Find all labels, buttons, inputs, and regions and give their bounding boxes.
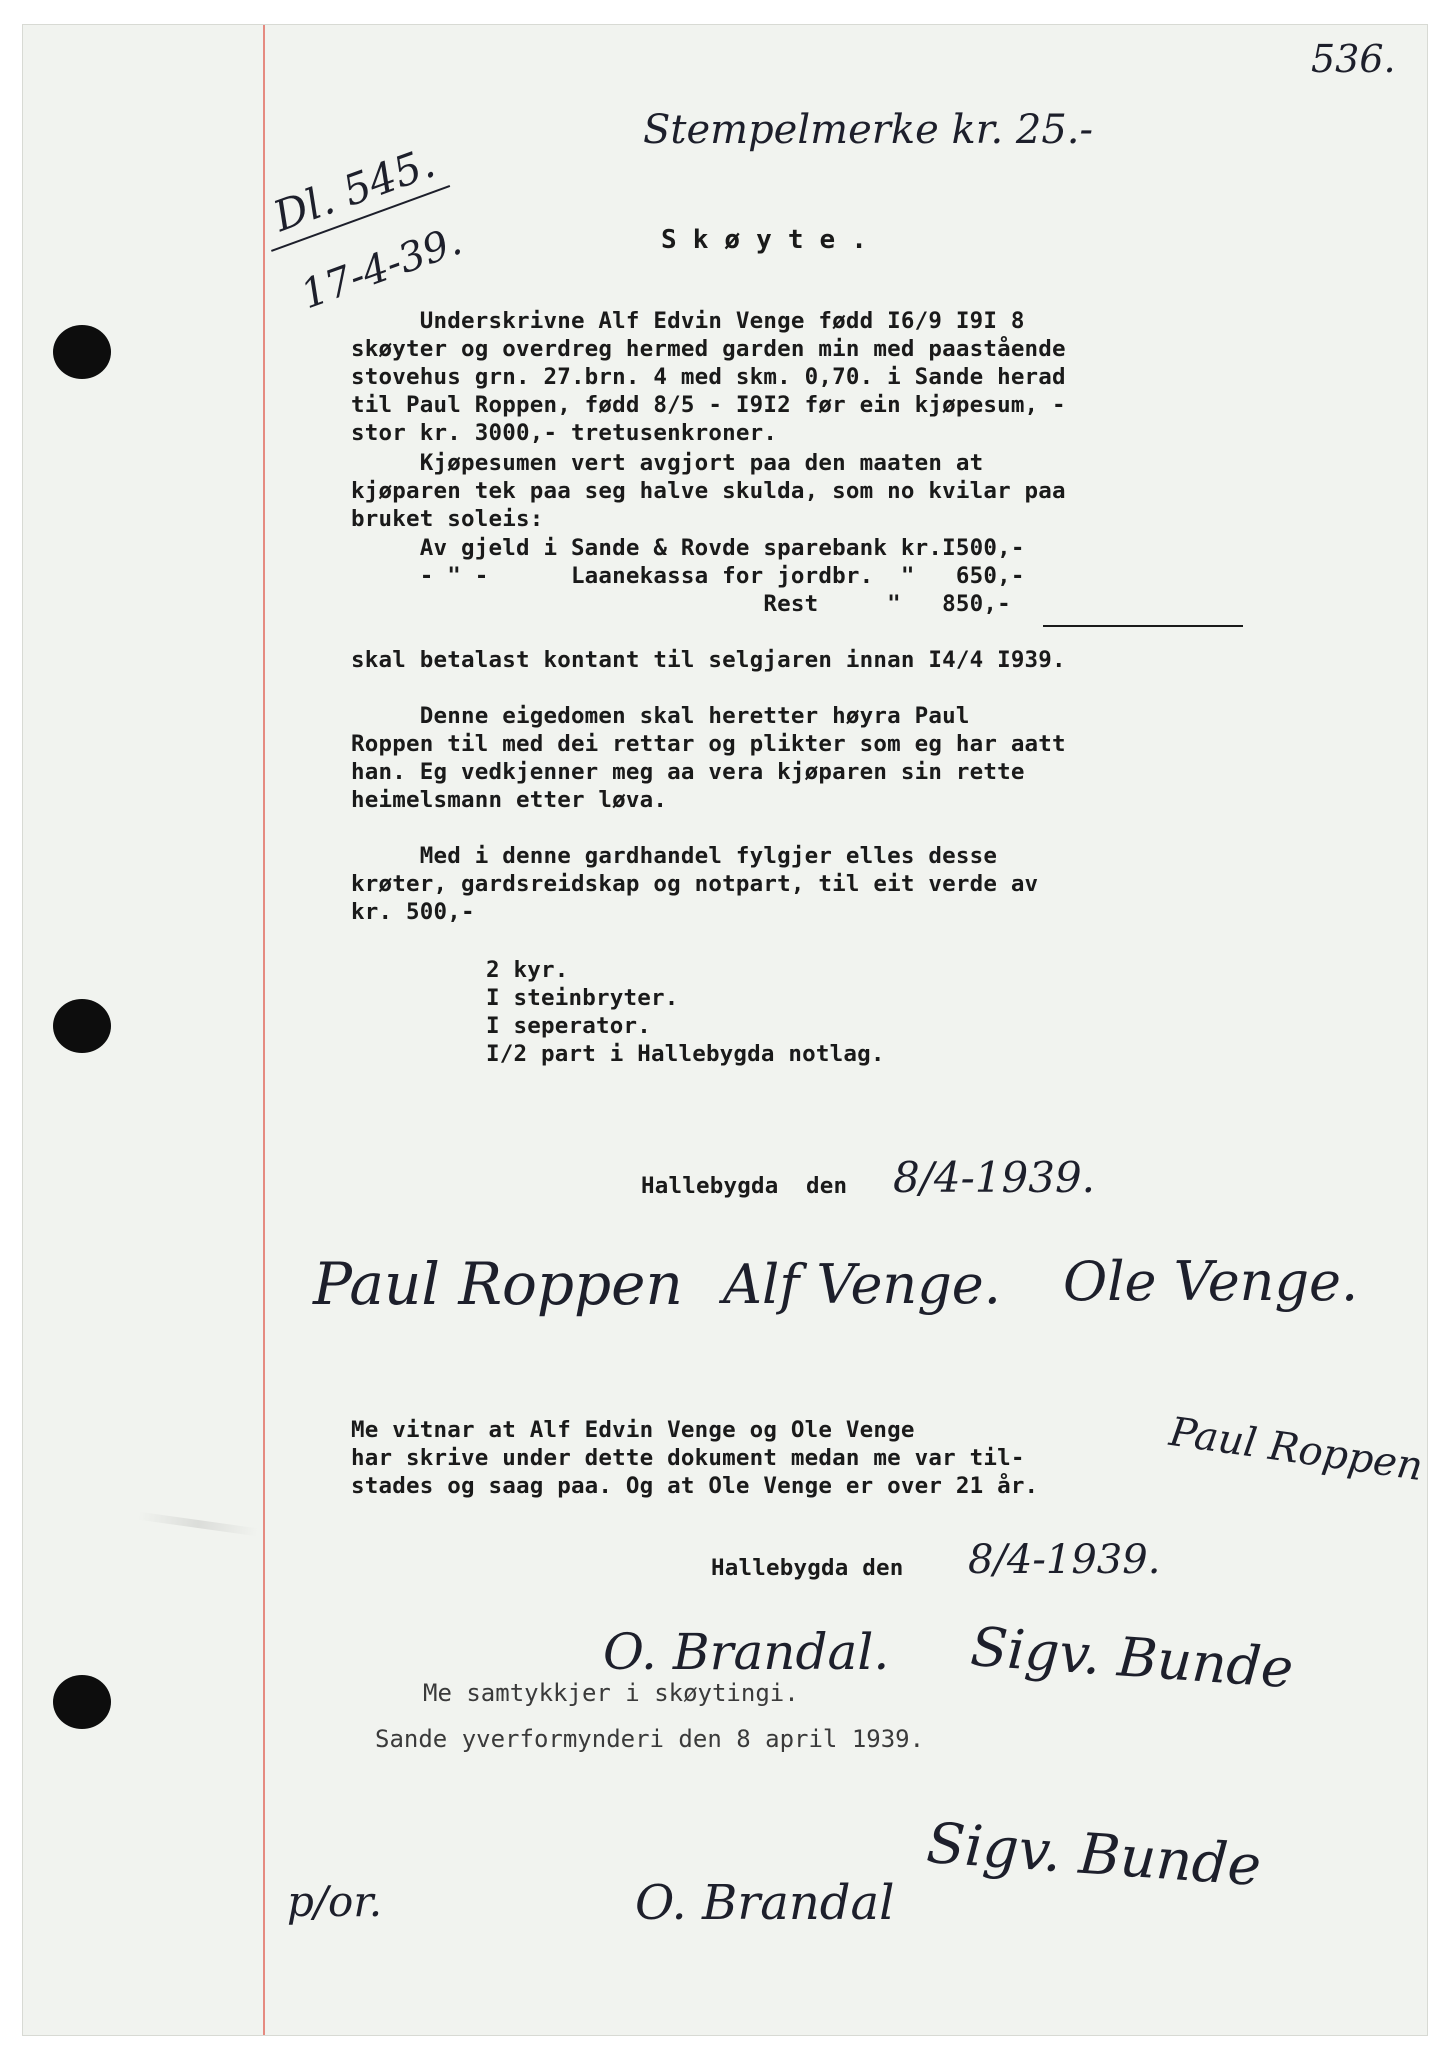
body-line: stor kr. 3000,- tretusenkroner. bbox=[351, 420, 778, 446]
signature-buyer-witness: Paul Roppen bbox=[1166, 1409, 1426, 1491]
body-line: han. Eg vedkjenner meg aa vera kjøparen sin rette bbox=[351, 759, 1025, 785]
item-line: 2 kyr. bbox=[486, 957, 569, 983]
witness-line: stades og saag paa. Og at Ole Venge er over 21 år. bbox=[351, 1473, 1039, 1499]
body-line: Denne eigedomen skal heretter høyra Paul bbox=[351, 703, 970, 729]
margin-note-date: 17-4-39. bbox=[295, 217, 468, 319]
guardian-consent-line: Me samtykkjer i skøytingi. bbox=[423, 1679, 799, 1707]
debt-line: - " - Laanekassa for jordbr. " 650,- bbox=[351, 563, 1025, 589]
body-line: skal betalast kontant til selgjaren innan I4/4 I939. bbox=[351, 647, 1066, 673]
signature-witness-1: O. Brandal. bbox=[603, 1623, 890, 1681]
item-line: I/2 part i Hallebygda notlag. bbox=[486, 1041, 885, 1067]
debt-line: Av gjeld i Sande & Rovde sparebank kr.I500,- bbox=[351, 535, 1025, 561]
document-title: S k ø y t e . bbox=[661, 225, 868, 255]
punch-hole-middle bbox=[53, 999, 111, 1053]
body-line: bruket soleis: bbox=[351, 506, 544, 532]
body-line: Roppen til med dei rettar og plikter som eg har aatt bbox=[351, 731, 1066, 757]
place-date-2: Hallebygda den bbox=[711, 1555, 904, 1581]
document-page bbox=[22, 24, 1428, 2036]
witness-line: Me vitnar at Alf Edvin Venge og Ole Venge bbox=[351, 1417, 915, 1443]
date-1: 8/4-1939. bbox=[893, 1153, 1096, 1202]
signature-buyer: Paul Roppen bbox=[313, 1250, 683, 1318]
witness-line: har skrive under dette dokument medan me var til- bbox=[351, 1445, 1025, 1471]
body-line: krøter, gardsreidskap og notpart, til eit verde av bbox=[351, 871, 1039, 897]
stamp-fee-note: Stempelmerke kr. 25.- bbox=[643, 107, 1094, 153]
body-line: kjøparen tek paa seg halve skulda, som no kvilar paa bbox=[351, 478, 1066, 504]
punch-hole-bottom bbox=[53, 1675, 111, 1729]
signature-co-seller: Ole Venge. bbox=[1063, 1250, 1359, 1313]
debt-line: Rest " 850,- bbox=[351, 591, 1011, 617]
body-line: kr. 500,- bbox=[351, 899, 475, 925]
per-procura-mark: p/or. bbox=[287, 1877, 383, 1926]
body-line: skøyter og overdreg hermed garden min med paastående bbox=[351, 336, 1066, 362]
body-line: Med i denne gardhandel fylgjer elles desse bbox=[351, 843, 998, 869]
signature-guardian-2: Sigv. Bunde bbox=[924, 1811, 1264, 1900]
signature-witness-2: Sigv. Bunde bbox=[968, 1615, 1296, 1701]
body-line: heimelsmann etter løva. bbox=[351, 787, 668, 813]
body-line: stovehus grn. 27.brn. 4 med skm. 0,70. i Sande herad bbox=[351, 364, 1066, 390]
place-date-1: Hallebygda den bbox=[641, 1173, 848, 1199]
signature-seller: Alf Venge. bbox=[723, 1253, 1001, 1316]
page-number: 536. bbox=[1311, 37, 1396, 81]
body-line: Underskrivne Alf Edvin Venge fødd I6/9 I9I 8 bbox=[351, 308, 1025, 334]
body-line: Kjøpesumen vert avgjort paa den maaten at bbox=[351, 450, 984, 476]
item-line: I seperator. bbox=[486, 1013, 651, 1039]
margin-note-number: Dl. 545. bbox=[267, 137, 441, 242]
body-line: til Paul Roppen, fødd 8/5 - I9I2 før ein kjøpesum, - bbox=[351, 392, 1066, 418]
guardian-stamp-line: Sande yverformynderi den 8 april 1939. bbox=[375, 1725, 925, 1753]
date-2: 8/4-1939. bbox=[968, 1537, 1161, 1583]
margin-line bbox=[263, 25, 265, 2035]
signature-guardian-1: O. Brandal bbox=[635, 1875, 895, 1931]
sum-rule bbox=[1043, 625, 1243, 627]
item-line: I steinbryter. bbox=[486, 985, 679, 1011]
paper-smudge bbox=[138, 1512, 258, 1537]
punch-hole-top bbox=[53, 325, 111, 379]
